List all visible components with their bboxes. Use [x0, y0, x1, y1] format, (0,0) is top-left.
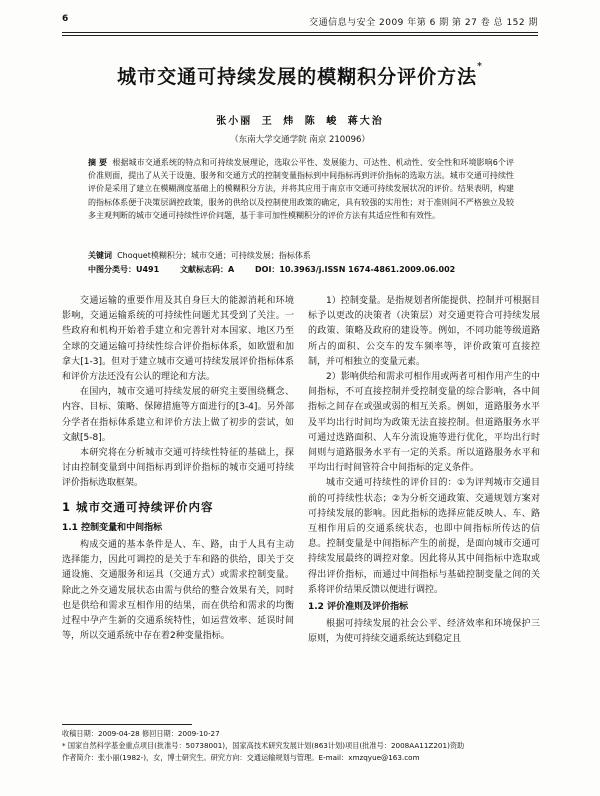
body-paragraph: 2）影响供给和需求可相作用或两者可相作用产生的中间指标，不可直接控制并受控制变量的综合影响，各中间指标之间存在或强或弱的相互关系。例如，道路服务水平及平均出行时间均为政策无法直接控制。但道路服务水平可通过选路面积、人车分流设施等进行优化，平均出行时间则与道路服务水平有一定的关系。所以道路服务水平和平均出行时间管符合中间指标的定义条件。: [308, 372, 540, 474]
right-column: [308, 294, 540, 648]
keywords: [88, 250, 514, 262]
intro-paragraph: 本研究将在分析城市交通可持续性特征的基础上，探讨由控制变量到中间指标再到评价指标的城市交通可持续评价指标选取框架。: [62, 448, 294, 489]
header-rule: [62, 32, 538, 33]
received-date: 收稿日期：2009-04-28 修回日期：2009-10-27: [62, 729, 220, 738]
body-paragraph: 构成交通的基本条件是人、车、路，由于人具有主动选择能力，因此可调控的是关于车和路的供给，即关于交通设施、交通服务和运具（交通方式）或需求控制变量。除此之外交通发展状态由需与供给的整合效果有关，同时也是供给和需求互相作用的结果，而在供给和需求的均衡过程中孕产生新的交通系统特性，如运营效率、延误时间等，所以交通系统中存在着2种变量指标。: [62, 540, 294, 642]
running-header: [62, 14, 538, 30]
author-bio: 作者简介：张小丽(1982-)，女，博士研究生。研究方向：交通运输规划与管理。E-mail：xmzqyue@163.com: [62, 753, 420, 762]
body-paragraph: 1）控制变量。是指规划者所能提供、控制并可根据目标予以更改的决策者（决策层）对交通更符合可持续发展的政策、策略及政府的建设等。例如，不同功能等级道路所占的面积、公交车的发车频率等，评价政策可直接控制，并可相独立的变量元素。: [308, 296, 540, 367]
author-list: 张小丽 王 炜 陈 峻 蒋大治: [216, 116, 384, 127]
keywords-text: Choquet模糊积分；城市交通；可持续发展；指标体系: [117, 251, 311, 260]
title-footnote-mark: *: [477, 62, 483, 72]
article-title: [62, 62, 538, 89]
abstract-text: 根据城市交通系统的特点和可持续发展理论，选取公平性、发展能力、可达性、机动性、安全性和环境影响6个评价准则面，提出了从关于设施、服务和交通方式的控制变量指标到中间指标再到评价指标的选取方法。城市交通可持续性评价是采用了建立在模糊测度基础上的模糊积分方法，并将其应用于南京市交通可持续发展状况的评价。结果表明，构建的指标体系便于决策层调控政策，服务的供给以及控制使用政策的确定，具有较强的实用性；对于准则间不严格独立及较多主观判断的城市交通可持续性评价问题，基于非可加性模糊积分的评价方法有其适应性和有效性。: [88, 158, 514, 220]
footnote-rule: [62, 724, 192, 725]
doi: DOI：10.3963/j.ISSN 1674-4861.2009.06.002: [255, 265, 456, 274]
journal-info: 交通信息与安全 2009 年第 6 期 第 27 卷 总 152 期: [309, 18, 538, 28]
clc-number: 中图分类号：U491: [88, 265, 160, 274]
body-paragraph: 根据可持续发展的社会公平、经济效率和环境保护三原则，为使可持续交通系统达到稳定且: [308, 619, 540, 645]
header-rule-thin: [62, 35, 538, 36]
title-text: 城市交通可持续发展的模糊积分评价方法: [117, 66, 478, 88]
page-number: 6: [62, 14, 69, 24]
abstract: [88, 156, 514, 222]
intro-paragraph: 交通运输的重要作用及其自身巨大的能源消耗和环境影响，交通运输系统的可持续性问题尤其受到了关注。一些政府和机构开始着手建立和完善针对本国家、地区乃至全球的交通运输可持续性综合评价指标体系，如欧盟和加拿大[1-3]。但对于建立城市交通可持续发展评价指标体系和评价方法还没有公认的理论和方法。: [62, 296, 294, 383]
abstract-label: 摘 要: [88, 158, 108, 167]
funding-note: * 国家自然科学基金重点项目(批准号：50738001)，国家高技术研究发展计划(863计划)项目(批准号：2008AA11Z201)资助: [62, 741, 465, 750]
affiliation: （东南大学交通学院 南京 210096）: [230, 135, 370, 145]
footnotes: [62, 728, 538, 764]
section-heading: 1 城市交通可持续评价内容: [62, 499, 214, 514]
subsection-heading: 1.1 控制变量和中间指标: [62, 522, 163, 533]
intro-paragraph: 在国内，城市交通可持续发展的研究主要围绕概念、内容、目标、策略、保障措施等方面进行的[3-4]。另外部分学者在指标体系建立和评价方法上做了初步的尝试，如文献[5-8]。: [62, 387, 294, 443]
subsection-heading: 1.2 评价准则及评价指标: [308, 602, 409, 613]
body-paragraph: 城市交通可持续性的评价目的：①为评判城市交通目前的可持续性状态；②为分析交通政策、交通规划方案对可持续发展的影响。因此指标的选择应能反映人、车、路互相作用后的交通系统状态，也即中间指标所传达的信息。控制变量是中间指标产生的前提，是面向城市交通可持续发展最终的调控对象。因此将从其中间指标中选取或得出评价指标，而通过中间指标与基础控制变量之间的关系将评价结果反馈以便进行调控。: [308, 478, 540, 595]
classification-info: [88, 264, 514, 276]
keywords-label: 关键词: [88, 251, 112, 260]
document-code: 文献标志码：A: [180, 265, 235, 274]
left-column: [62, 294, 294, 644]
